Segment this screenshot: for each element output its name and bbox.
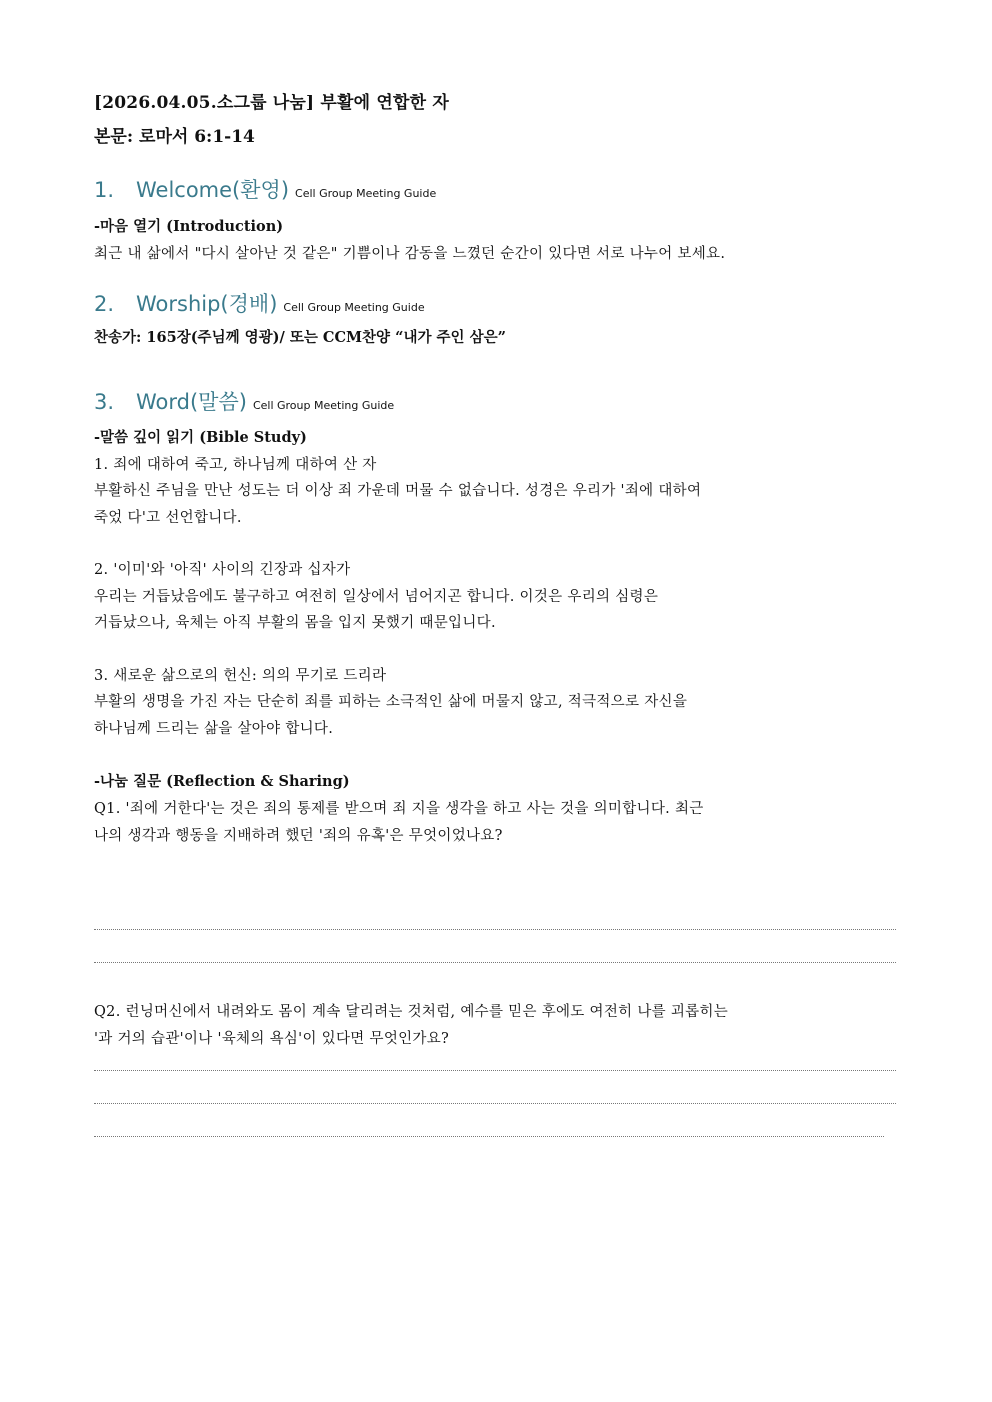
study-point bbox=[94, 452, 896, 532]
scripture-reference: 본문: 로마서 6:1-14 bbox=[94, 127, 255, 147]
study-point bbox=[94, 663, 896, 743]
section-subtitle: Cell Group Meeting Guide bbox=[295, 187, 437, 200]
study-point-title: 3. 새로운 삶으로의 헌신: 의의 무기로 드리라 bbox=[94, 667, 387, 684]
section-title: Worship(경배) bbox=[136, 291, 278, 316]
study-point bbox=[94, 557, 896, 637]
section-number: 3. bbox=[94, 389, 115, 414]
question-block bbox=[94, 796, 896, 849]
section-subtitle: Cell Group Meeting Guide bbox=[252, 398, 395, 412]
introduction-heading: -마음 열기 (Introduction) bbox=[94, 218, 284, 235]
study-point-line: 우리는 거듭났음에도 불구하고 여전히 일상에서 넘어지곤 합니다. 이것은 우리의 심령은 bbox=[94, 588, 659, 605]
hymn-line: 찬송가: 165장(주님께 영광)/ 또는 CCM찬양 “내가 주인 삼은” bbox=[94, 328, 506, 346]
section-subtitle: Cell Group Meeting Guide bbox=[283, 300, 425, 314]
document-page bbox=[94, 86, 896, 1137]
bible-study-heading: -말씀 깊이 읽기 (Bible Study) bbox=[94, 428, 307, 446]
section-number: 1. bbox=[94, 178, 115, 202]
question-block bbox=[94, 999, 896, 1052]
sharing-heading: -나눔 질문 (Reflection & Sharing) bbox=[94, 773, 350, 790]
study-point-line: 부활하신 주님을 만난 성도는 더 이상 죄 가운데 머물 수 없습니다. 성경은 우리가 '죄에 대하여 bbox=[94, 483, 702, 499]
section-worship-heading bbox=[94, 288, 896, 318]
study-point-title: 1. 죄에 대하여 죽고, 하나님께 대하여 산 자 bbox=[94, 456, 377, 473]
answer-line[interactable] bbox=[94, 1136, 884, 1137]
question-line: Q2. 런닝머신에서 내려와도 몸이 계속 달리려는 것처럼, 예수를 믿은 후에도 여전히 나를 괴롭히는 bbox=[94, 1004, 729, 1020]
study-point-line: 하나님께 드리는 삶을 살아야 합니다. bbox=[94, 720, 334, 737]
document-title: [2026.04.05.소그룹 나눔] 부활에 연합한 자 bbox=[94, 93, 450, 113]
section-word-heading bbox=[94, 386, 896, 416]
section-welcome-heading bbox=[94, 174, 896, 204]
question-line: 나의 생각과 행동을 지배하려 했던 '죄의 유혹'은 무엇이었나요? bbox=[94, 827, 503, 844]
question-line: Q1. '죄에 거한다'는 것은 죄의 통제를 받으며 죄 지을 생각을 하고 사는 것을 의미합니다. 최근 bbox=[94, 801, 704, 817]
section-title: Word(말씀) bbox=[136, 389, 247, 414]
study-point-line: 부활의 생명을 가진 자는 단순히 죄를 피하는 소극적인 삶에 머물지 않고, 적극적으로 자신을 bbox=[94, 694, 688, 710]
study-point-title: 2. '이미'와 '아직' 사이의 긴장과 십자가 bbox=[94, 562, 351, 578]
section-number: 2. bbox=[94, 291, 115, 316]
question-line: '과 거의 습관'이나 '육체의 욕심'이 있다면 무엇인가요? bbox=[94, 1030, 450, 1047]
study-point-line: 죽었 다'고 선언합니다. bbox=[94, 509, 242, 526]
section-title: Welcome(환영) bbox=[136, 178, 290, 202]
study-point-line: 거듭났으나, 육체는 아직 부활의 몸을 입지 못했기 때문입니다. bbox=[94, 615, 496, 631]
introduction-text: 최근 내 삶에서 "다시 살아난 것 같은" 기쁨이나 감동을 느꼈던 순간이 있다면 서로 나누어 보세요. bbox=[94, 246, 726, 262]
